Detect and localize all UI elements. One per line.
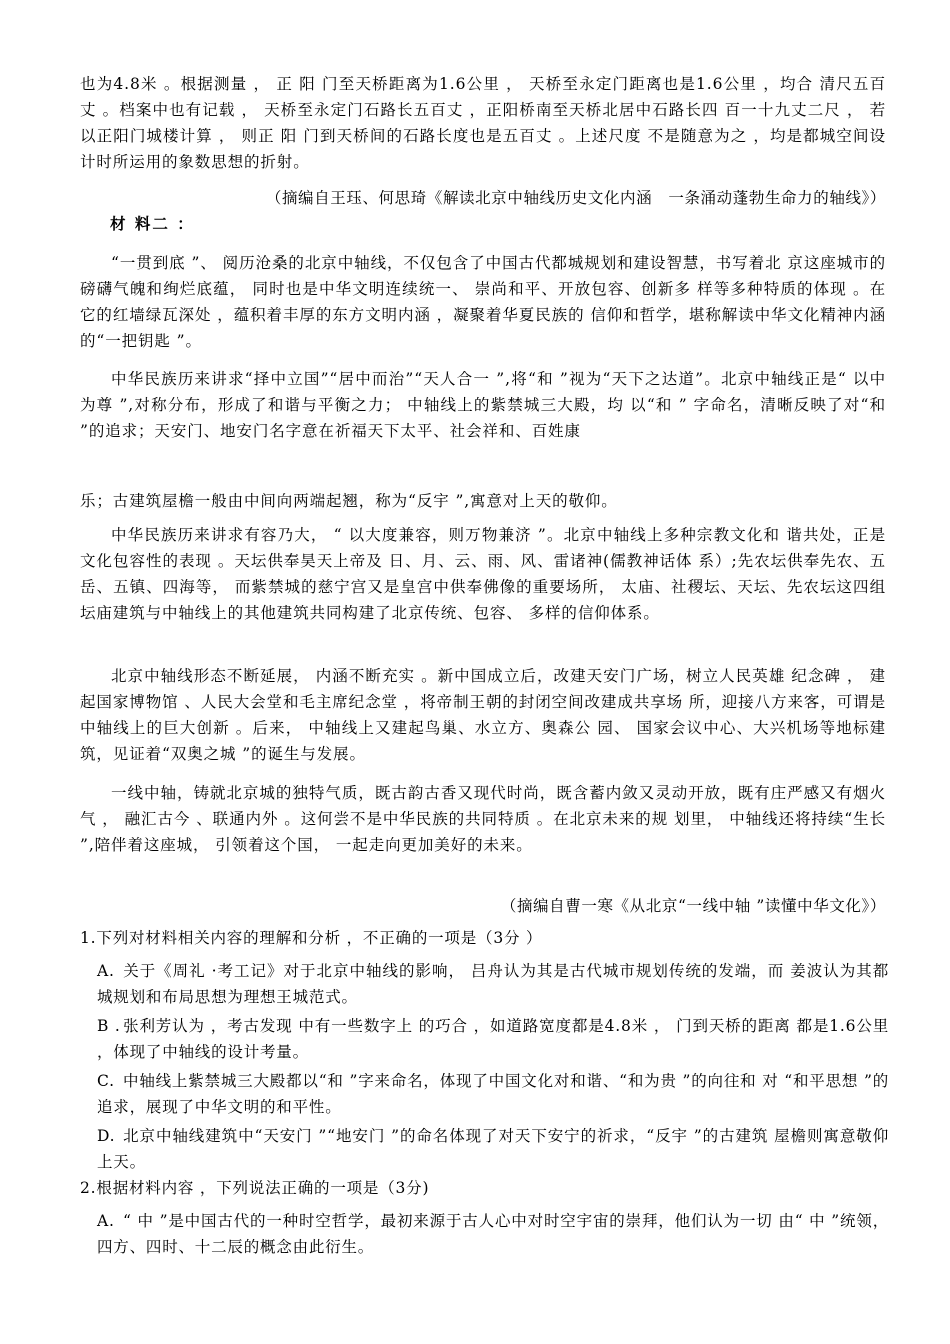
- material-one-source: （摘编自王珏、何思琦《解读北京中轴线历史文化内涵 一条涌动蓬勃生命力的轴线》）: [265, 189, 886, 207]
- option-text: 北京中轴线建筑中“天安门 ”“地安门 ”的命名体现了对天下安宁的祈求，“反宇 ”的古建筑 屋檐则寓意敬仰上天。: [97, 1127, 889, 1171]
- option-label: B .: [97, 1017, 121, 1035]
- material-two-paragraph-2: 中华民族历来讲求“择中立国”“居中而治”“天人合一 ”,将“和 ”视为“天下之达道”。北京中轴线正是“ 以中为尊 ”,对称分布，形成了和谐与平衡之力； 中轴线上的紫禁城三大殿，均 以“和 ” 字命名，清晰反映了对“和 ”的追求；天安门、地安门名字意在祈福天下太平、社会祥和、百姓康: [80, 370, 886, 440]
- material-two-paragraph-1: “一贯到底 ”、 阅历沧桑的北京中轴线，不仅包含了中国古代都城规划和建设智慧，书写着北 京这座城市的磅礴气魄和绚烂底蕴， 同时也是中华文明连续统一、 崇尚和平、开放包容、创新多 样等多种特质的体现 。在它的红墙绿瓦深处 ，蕴积着丰厚的东方文明内涵 ，凝聚着华夏民族的 信仰和哲学，堪称解读中华文化精神内涵的“一把钥匙 ”。: [80, 254, 886, 350]
- material-two-paragraph-2-continued: 乐；古建筑屋檐一般由中间向两端起翘，称为“反宇 ”,寓意对上天的敬仰。: [80, 492, 618, 510]
- question-1-option-d[interactable]: [97, 1123, 889, 1175]
- option-text: 关于《周礼 ·考工记》对于北京中轴线的影响， 吕舟认为其是古代城市规划传统的发端，而 姜波认为其都城规划和布局思想为理想王城范式。: [97, 962, 889, 1006]
- question-2-stem: 2.根据材料内容 ，下列说法正确的一项是（3分): [80, 1179, 430, 1197]
- option-label: C.: [97, 1072, 115, 1090]
- option-label: A.: [97, 1212, 115, 1230]
- material-two-paragraph-4: 北京中轴线形态不断延展， 内涵不断充实 。新中国成立后，改建天安门广场，树立人民英雄 纪念碑 ， 建起国家博物馆 、人民大会堂和毛主席纪念堂 ，将帝制王朝的封闭空间改建成共享场 所，迎接八方来客，可谓是中轴线上的巨大创新 。后来， 中轴线上又建起鸟巢、水立方、奥森公 园、 国家会议中心、大兴机场等地标建筑，见证着“双奥之城 ”的诞生与发展。: [80, 667, 886, 763]
- material-two-paragraph-3: 中华民族历来讲求有容乃大， “ 以大度兼容，则万物兼济 ”。北京中轴线上多种宗教文化和 谐共处，正是文化包容性的表现 。天坛供奉昊天上帝及 日、月、云、雨、风、雷诸神(儒教神话体 系）;先农坛供奉先农、五岳、五镇、四海等， 而紫禁城的慈宁宫又是皇宫中供奉佛像的重要场所， 太庙、社稷坛、天坛、先农坛这四组坛庙建筑与中轴线上的其他建筑共同构建了北京传统、包容、 多样的信仰体系。: [80, 526, 886, 622]
- question-1-option-c[interactable]: [97, 1068, 889, 1120]
- material-two-paragraph-5: 一线中轴，铸就北京城的独特气质，既古韵古香又现代时尚，既含蓄内敛又灵动开放，既有庄严感又有烟火气 ， 融汇古今 、联通内外 。这何尝不是中华民族的共同特质 。在北京未来的规 划里， 中轴线还将持续“生长 ”,陪伴着这座城， 引领着这个国， 一起走向更加美好的未来。: [80, 784, 886, 854]
- option-text: 中轴线上紫禁城三大殿都以“和 ”字来命名，体现了中国文化对和谐、“和为贵 ”的向往和 对 “和平思想 ”的追求，展现了中华文明的和平性。: [97, 1072, 889, 1116]
- question-1-option-b[interactable]: [97, 1013, 889, 1065]
- material-two-source: （摘编自曹一寒《从北京“一线中轴 ”读懂中华文化》）: [500, 897, 886, 915]
- question-1-stem: 1.下列对材料相关内容的理解和分析 ，不正确的一项是（3分 ）: [80, 929, 543, 947]
- option-label: A.: [97, 962, 115, 980]
- material-one-closing-paragraph: 也为4.8米 。根据测量 ， 正 阳 门至天桥距离为1.6公里 ， 天桥至永定门距离也是1.6公里 ，均合 清尺五百丈 。档案中也有记载 ， 天桥至永定门石路长五百丈 ，正阳桥南至天桥北居中石路长四 百一十九丈二尺 ， 若 以正阳门城楼计算 ， 则正 阳 门到天桥间的石路长度也是五百丈 。上述尺度 不是随意为之 ，均是都城空间设计时所运用的象数思想的折射。: [80, 75, 886, 171]
- option-text: “ 中 ”是中国古代的一种时空哲学，最初来源于古人心中对时空宇宙的崇拜，他们认为一切 由“ 中 ”统领，四方、四时、十二辰的概念由此衍生。: [97, 1212, 889, 1256]
- option-label: D.: [97, 1127, 116, 1145]
- question-2-option-a[interactable]: [97, 1208, 889, 1260]
- material-two-heading: 材 料二 ：: [110, 214, 195, 233]
- option-text: 张利芳认为 ，考古发现 中有一些数字上 的巧合 ，如道路宽度都是4.8米 ， 门到天桥的距离 都是1.6公里 ，体现了中轴线的设计考量。: [97, 1017, 889, 1061]
- question-1-option-a[interactable]: [97, 958, 889, 1010]
